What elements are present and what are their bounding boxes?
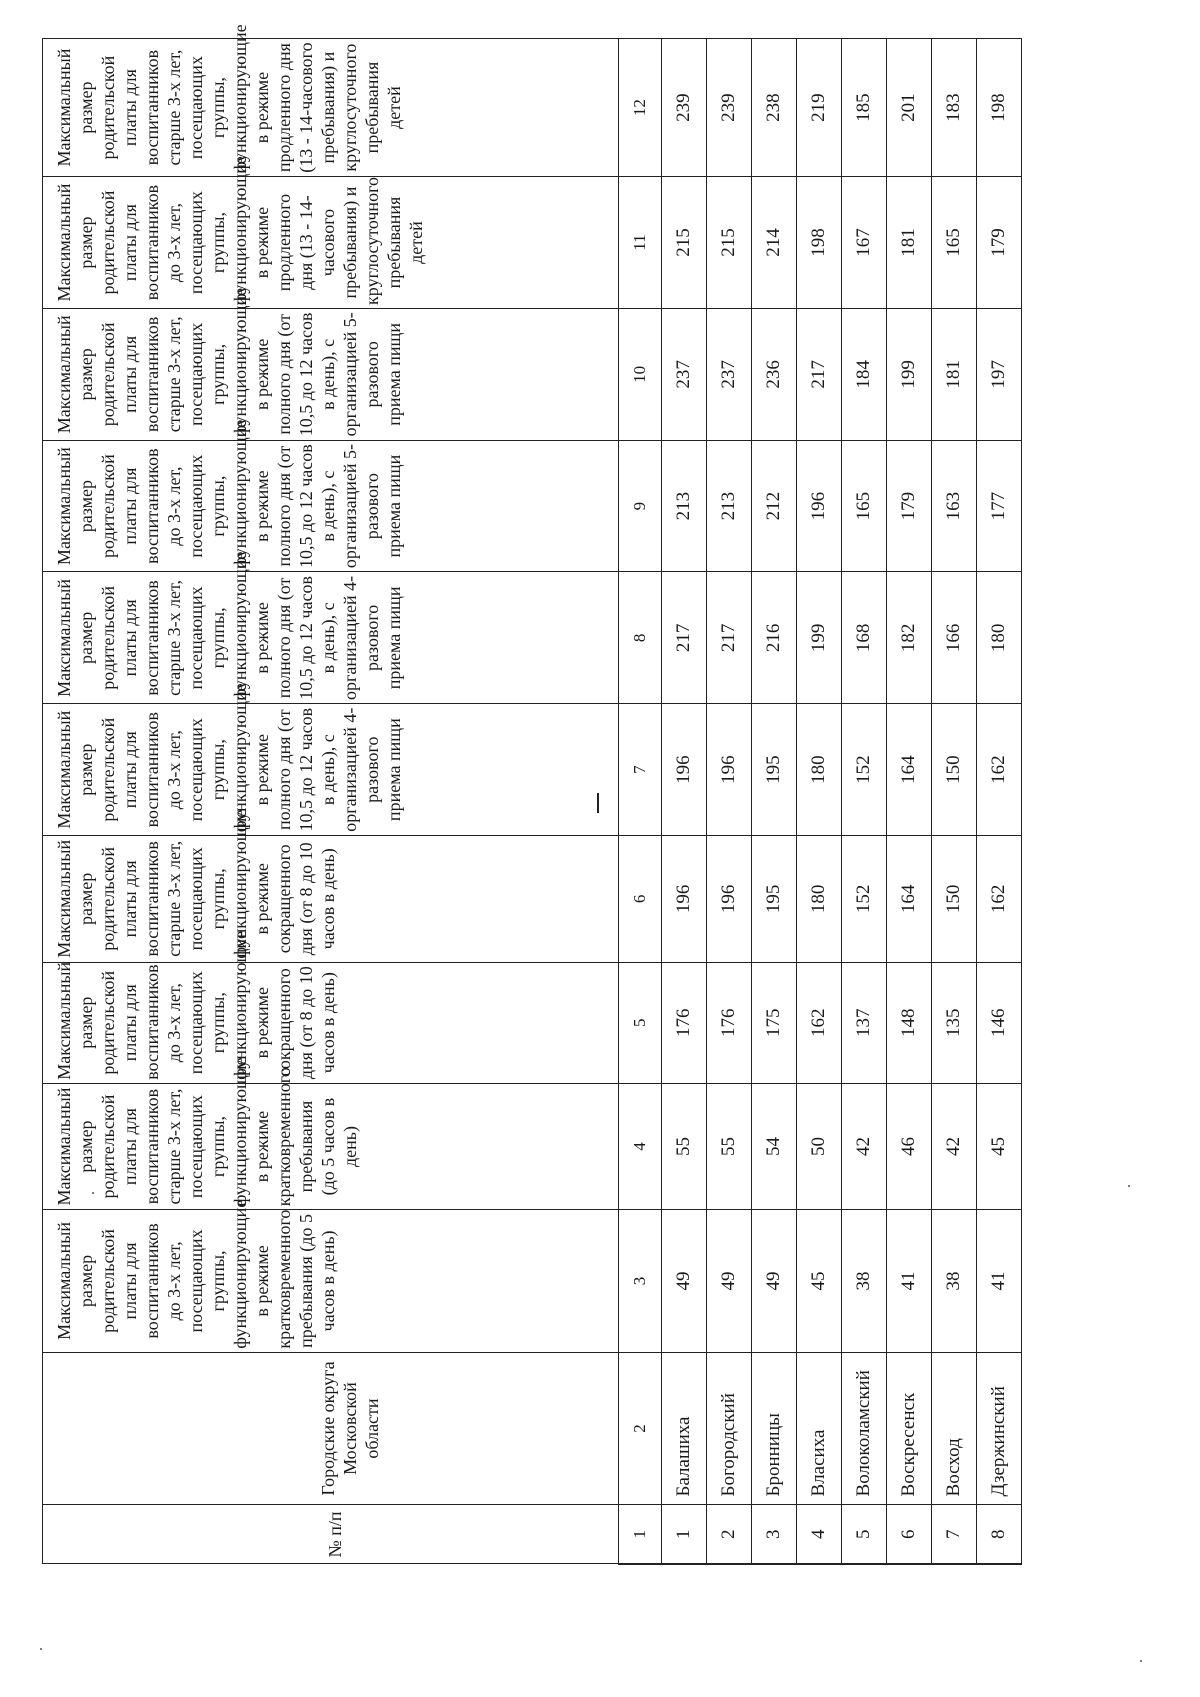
fee-value-cell: 185 [842,39,887,177]
column-number-cell: 5 [619,962,662,1083]
district-name-cell: Восход [932,1352,977,1505]
column-number-cell: 1 [619,1505,662,1564]
fee-value-cell: 45 [797,1210,842,1352]
fee-value-cell: 38 [842,1210,887,1352]
fee-value-cell: 180 [977,572,1022,704]
header-cell-col8: Максимальный размер родительской платы для воспитанников старше 3-х лет, посещающих группы, функционирующие в режиме полного дня (от 10,5 до 12 часов в день), с организацией 4-разового приема пищи [43,572,619,704]
row-number-cell: 3 [752,1505,797,1564]
fee-value-cell: 239 [707,39,752,177]
header-cell-district: Городские округа Московской области [43,1352,619,1505]
fee-value-cell: 164 [887,704,932,836]
fee-value-cell: 166 [932,572,977,704]
fee-value-cell: 55 [662,1083,707,1210]
fee-value-cell: 219 [797,39,842,177]
fee-value-cell: 217 [797,308,842,440]
fee-value-cell: 168 [842,572,887,704]
district-name-cell: Власиха [797,1352,842,1505]
fee-value-cell: 197 [977,308,1022,440]
fee-value-cell: 239 [662,39,707,177]
scan-speck [1140,1660,1142,1662]
header-cell-col3: Максимальный размер родительской платы для воспитанников до 3-х лет, посещающих группы, функционирующие в режиме кратковременного пребывания (до 5 часов в день) [43,1210,619,1352]
scan-speck [40,1648,42,1650]
row-number-cell: 5 [842,1505,887,1564]
fee-value-cell: 183 [932,39,977,177]
column-number-cell: 6 [619,836,662,963]
header-cell-number: № п/п [43,1505,619,1564]
fee-value-cell: 41 [977,1210,1022,1352]
fee-value-cell: 162 [977,836,1022,963]
fee-value-cell: 199 [887,308,932,440]
row-number-cell: 2 [707,1505,752,1564]
header-cell-col7: Максимальный размер родительской платы для воспитанников до 3-х лет, посещающих группы, функционирующие в режиме полного дня (от 10,5 до 12 часов в день), с организацией 4-разового приема пищи [43,704,619,836]
scan-speck [1128,1185,1130,1187]
row-number-cell: 8 [977,1505,1022,1564]
fee-value-cell: 49 [662,1210,707,1352]
table-row [707,39,752,1565]
fee-value-cell: 137 [842,962,887,1083]
fee-value-cell: 196 [707,836,752,963]
header-cell-col9: Максимальный размер родительской платы для воспитанников до 3-х лет, посещающих группы, функционирующие в режиме полного дня (от 10,5 до 12 часов в день), с организацией 5- разового приема пищи [43,440,619,572]
column-number-cell: 11 [619,177,662,309]
fee-value-cell: 213 [707,440,752,572]
fee-value-cell: 180 [797,836,842,963]
fee-value-cell: 162 [797,962,842,1083]
row-number-cell: 4 [797,1505,842,1564]
table-row [977,39,1022,1565]
column-number-cell: 4 [619,1083,662,1210]
fee-value-cell: 199 [797,572,842,704]
fee-value-cell: 217 [662,572,707,704]
fee-value-cell: 167 [842,177,887,309]
fee-value-cell: 195 [752,836,797,963]
table-body [662,39,1022,1565]
district-name-cell: Дзержинский [977,1352,1022,1505]
fee-value-cell: 214 [752,177,797,309]
fee-value-cell: 146 [977,962,1022,1083]
column-number-cell: 3 [619,1210,662,1352]
header-cell-col6: Максимальный размер родительской платы для воспитанников старше 3-х лет, посещающих группы, функционирующие в режиме сокращенного дня (от 8 до 10 часов в день) [43,836,619,963]
fee-value-cell: 45 [977,1083,1022,1210]
fee-value-cell: 215 [707,177,752,309]
fee-value-cell: 182 [887,572,932,704]
fee-value-cell: 175 [752,962,797,1083]
column-number-cell: 2 [619,1352,662,1505]
district-name-cell: Богородский [707,1352,752,1505]
fee-value-cell: 179 [977,177,1022,309]
fee-value-cell: 54 [752,1083,797,1210]
district-name-cell: Волоколамский [842,1352,887,1505]
fee-value-cell: 181 [932,308,977,440]
parent-fee-table [42,24,1022,1565]
district-name-cell: Балашиха [662,1352,707,1505]
fee-value-cell: 196 [662,836,707,963]
fee-value-cell: 198 [797,177,842,309]
table-row [887,39,932,1565]
column-number-cell: 7 [619,704,662,836]
fee-value-cell: 181 [887,177,932,309]
fee-value-cell: 215 [662,177,707,309]
fee-value-cell: 216 [752,572,797,704]
fee-value-cell: 201 [887,39,932,177]
fee-value-cell: 165 [932,177,977,309]
district-name-cell: Воскресенск [887,1352,932,1505]
fee-value-cell: 135 [932,962,977,1083]
header-cell-col4: Максимальный размер родительской платы для воспитанников старше 3-х лет, посещающих группы, функционирующие в режиме кратковременного пребывания (до 5 часов в день) [43,1083,619,1210]
row-number-cell: 1 [662,1505,707,1564]
fee-value-cell: 38 [932,1210,977,1352]
row-number-cell: 7 [932,1505,977,1564]
fee-value-cell: 179 [887,440,932,572]
fee-value-cell: 49 [707,1210,752,1352]
fee-value-cell: 148 [887,962,932,1083]
fee-value-cell: 196 [797,440,842,572]
fee-value-cell: 236 [752,308,797,440]
header-row [43,39,619,1565]
column-number-cell: 12 [619,39,662,177]
fee-value-cell: 46 [887,1083,932,1210]
fee-value-cell: 237 [662,308,707,440]
fee-value-cell: 195 [752,704,797,836]
fee-value-cell: 217 [707,572,752,704]
district-name-cell: Бронницы [752,1352,797,1505]
table-row [662,39,707,1565]
fee-value-cell: 180 [797,704,842,836]
fee-value-cell: 164 [887,836,932,963]
fee-value-cell: 150 [932,836,977,963]
table-row [752,39,797,1565]
column-number-cell: 9 [619,440,662,572]
fee-value-cell: 198 [977,39,1022,177]
column-number-row [619,39,662,1565]
header-cell-col11: Максимальный размер родительской платы для воспитанников до 3-х лет, посещающих группы, функционирующие в режиме продленного дня (13 - 14-часового пребывания) и круглосуточного пребывания детей [43,177,619,309]
table-row [842,39,887,1565]
fee-value-cell: 152 [842,704,887,836]
fee-value-cell: 163 [932,440,977,572]
fee-value-cell: 212 [752,440,797,572]
fee-value-cell: 150 [932,704,977,836]
fee-value-cell: 41 [887,1210,932,1352]
row-number-cell: 6 [887,1505,932,1564]
fee-value-cell: 176 [707,962,752,1083]
fee-value-cell: 162 [977,704,1022,836]
fee-value-cell: 55 [707,1083,752,1210]
fee-value-cell: 42 [842,1083,887,1210]
rotated-table-container [42,24,1042,1565]
fee-value-cell: 238 [752,39,797,177]
table-row [932,39,977,1565]
fee-value-cell: 165 [842,440,887,572]
fee-value-cell: 196 [707,704,752,836]
header-cell-col5: Максимальный размер родительской платы для воспитанников до 3-х лет, посещающих группы, функционирующие в режиме сокращенного дня (от 8 до 10 часов в день) [43,962,619,1083]
fee-value-cell: 184 [842,308,887,440]
fee-value-cell: 177 [977,440,1022,572]
fee-value-cell: 152 [842,836,887,963]
fee-value-cell: 49 [752,1210,797,1352]
column-number-cell: 8 [619,572,662,704]
header-cell-col10: Максимальный размер родительской платы для воспитанников старше 3-х лет, посещающих группы, функционирующие в режиме полного дня (от 10,5 до 12 часов в день), с организацией 5-разового приема пищи [43,308,619,440]
header-cell-col12: Максимальный размер родительской платы для воспитанников старше 3-х лет, посещающих группы, функционирующие в режиме продленного дня (13 - 14-часового пребывания) и круглосуточного пребывания детей [43,39,619,177]
fee-value-cell: 176 [662,962,707,1083]
table-row [797,39,842,1565]
column-number-cell: 10 [619,308,662,440]
fee-value-cell: 196 [662,704,707,836]
fee-value-cell: 50 [797,1083,842,1210]
fee-value-cell: 42 [932,1083,977,1210]
fee-value-cell: 213 [662,440,707,572]
fee-value-cell: 237 [707,308,752,440]
